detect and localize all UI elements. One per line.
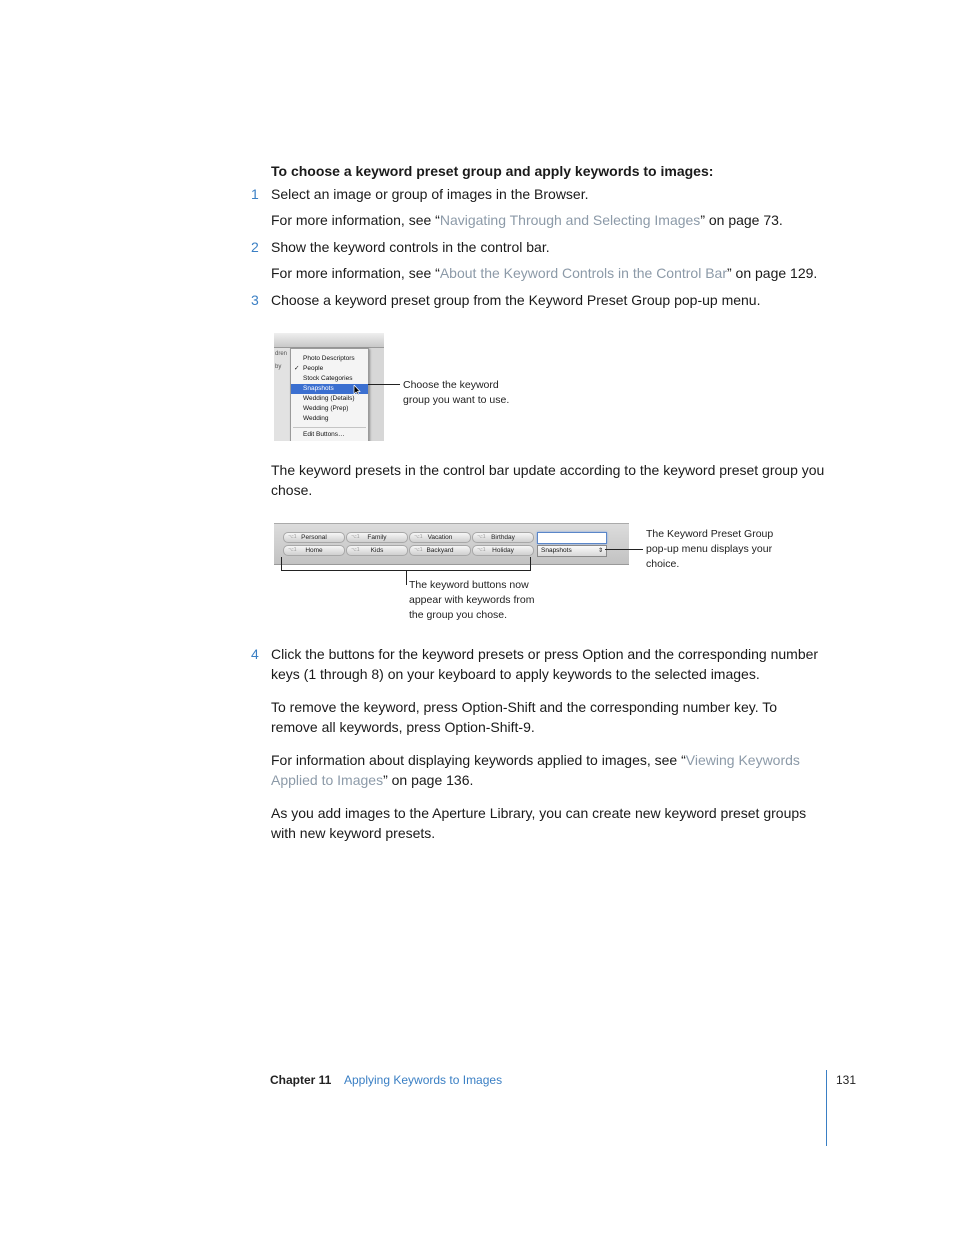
menu-item-snapshots[interactable]: Snapshots: [291, 384, 368, 394]
keyword-group-popup-menu: [290, 348, 369, 441]
step-text-4: Click the buttons for the keyword presets or press Option and the corresponding number keys (1 through 8) on your keyboard to apply keywords to the selected images.: [271, 646, 819, 682]
keyword-preset-group-popup[interactable]: Snapshots ⇕: [537, 545, 607, 557]
step-info-1: For more information, see “Navigating Through and Selecting Images” on page 73.: [271, 212, 783, 228]
menu-separator: [293, 427, 366, 428]
keyword-button-home[interactable]: ⌥1 Home: [283, 545, 345, 556]
control-bar-screenshot: [274, 523, 629, 565]
footer-chapter: Chapter 11: [270, 1073, 332, 1087]
menu-item-photo-descriptors[interactable]: Photo Descriptors: [303, 355, 355, 362]
keyword-entry-field[interactable]: [537, 532, 607, 544]
callout-popup-choice: The Keyword Preset Group pop-up menu displays your choice.: [646, 528, 774, 570]
menu-item-people[interactable]: ✓ People: [294, 365, 324, 372]
para-info: For information about displaying keywords applied to images, see “Viewing Keywords Applied to Images” on page 136.: [271, 752, 800, 788]
step-number-3: 3: [251, 292, 259, 308]
step-info-2: For more information, see “About the Keyword Controls in the Control Bar” on page 129.: [271, 265, 818, 281]
link-keyword-controls[interactable]: About the Keyword Controls in the Control Bar: [439, 265, 727, 281]
keyword-button-backyard[interactable]: ⌥1 Backyard: [409, 545, 471, 556]
procedure-heading: To choose a keyword preset group and apply keywords to images:: [271, 163, 714, 179]
callout-line-popup: [605, 549, 643, 550]
para-update: The keyword presets in the control bar update according to the keyword preset group you chose.: [271, 462, 825, 498]
bracket-right: [530, 557, 531, 570]
step-number-2: 2: [251, 239, 259, 255]
para-add: As you add images to the Aperture Library, you can create new keyword preset groups with new keyword presets.: [271, 805, 807, 841]
checkmark-icon: ✓: [294, 365, 300, 372]
menu-screenshot-topbar: [274, 333, 384, 348]
page-number: 131: [836, 1073, 857, 1087]
menu-item-wedding-details[interactable]: Wedding (Details): [303, 395, 355, 402]
keyword-button-holiday[interactable]: ⌥1 Holiday: [472, 545, 534, 556]
menu-item-stock-categories[interactable]: Stock Categories: [303, 375, 353, 382]
callout-choose-group: Choose the keyword group you want to use.: [403, 379, 510, 406]
bracket-stem: [406, 571, 407, 585]
callout-buttons-appear: The keyword buttons now appear with keywords from the group you chose.: [409, 579, 535, 621]
keyword-button-birthday[interactable]: ⌥1 Birthday: [472, 532, 534, 543]
para-remove: To remove the keyword, press Option-Shift and the corresponding number key. To remove all keywords, press Option-Shift-9.: [271, 699, 778, 735]
step-number-4: 4: [251, 646, 259, 662]
footer-rule: [826, 1070, 827, 1146]
step-text-3: Choose a keyword preset group from the Keyword Preset Group pop-up menu.: [271, 292, 761, 308]
menu-item-wedding[interactable]: Wedding: [303, 415, 329, 422]
step-text-1: Select an image or group of images in the Browser.: [271, 186, 589, 202]
keyword-group-menu-screenshot: [274, 333, 384, 441]
menu-item-wedding-prep[interactable]: Wedding (Prep): [303, 405, 349, 412]
menu-item-edit-buttons[interactable]: Edit Buttons…: [303, 431, 345, 438]
keyword-button-kids[interactable]: ⌥1 Kids: [346, 545, 408, 556]
keyword-button-vacation[interactable]: ⌥1 Vacation: [409, 532, 471, 543]
link-viewing-keywords[interactable]: Viewing Keywords Applied to Images: [271, 752, 800, 788]
keyword-button-personal[interactable]: ⌥1 Personal: [283, 532, 345, 543]
callout-line-menu: [368, 384, 400, 385]
step-text-2: Show the keyword controls in the control bar.: [271, 239, 550, 255]
popup-arrows-icon: ⇕: [597, 548, 603, 554]
link-navigating[interactable]: Navigating Through and Selecting Images: [439, 212, 701, 228]
footer-chapter-title[interactable]: Applying Keywords to Images: [344, 1073, 503, 1087]
menu-screenshot-side: dren by: [274, 348, 290, 441]
step-number-1: 1: [251, 186, 259, 202]
keyword-button-family[interactable]: ⌥1 Family: [346, 532, 408, 543]
bracket-left: [281, 557, 282, 570]
